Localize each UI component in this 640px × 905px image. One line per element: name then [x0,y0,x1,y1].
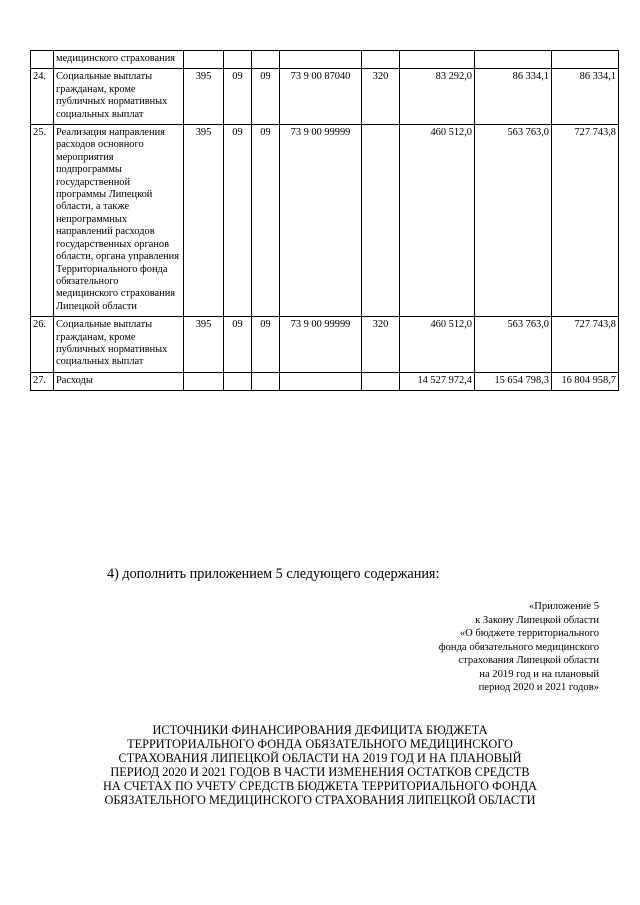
title-line: СТРАХОВАНИЯ ЛИПЕЦКОЙ ОБЛАСТИ НА 2019 ГОД И НА ПЛАНОВЫЙ [118,751,522,766]
target-article-cell [280,51,362,69]
section-code-cell: 09 [224,69,252,125]
chapter-code-cell: 395 [184,317,224,373]
chapter-code-cell [184,51,224,69]
target-article-cell: 73 9 00 87040 [280,69,362,125]
section-code-cell: 09 [224,317,252,373]
document-title [0,723,640,808]
expense-type-cell: 320 [362,69,400,125]
amount-2020-cell: 86 334,1 [475,69,552,125]
chapter-code-cell: 395 [184,69,224,125]
title-line: ТЕРРИТОРИАЛЬНОГО ФОНДА ОБЯЗАТЕЛЬНОГО МЕДИЦИНСКОГО [127,737,513,752]
expense-type-cell [362,125,400,317]
row-number-cell: 26. [31,317,54,373]
amount-2021-cell: 16 804 958,7 [552,372,619,390]
subsection-code-cell: 09 [252,317,280,373]
title-line: ОБЯЗАТЕЛЬНОГО МЕДИЦИНСКОГО СТРАХОВАНИЯ ЛИПЕЦКОЙ ОБЛАСТИ [104,793,536,808]
item-name-cell: Социальные выплаты гражданам, кроме публичных нормативных социальных выплат [54,317,184,373]
amount-2019-cell [400,51,475,69]
amount-2020-cell [475,51,552,69]
appendix-header [439,600,599,695]
amount-2019-cell: 83 292,0 [400,69,475,125]
amount-2021-cell: 727 743,8 [552,317,619,373]
chapter-code-cell [184,372,224,390]
item-name-cell: Реализация направления расходов основного мероприятия подпрограммы государственной программы Липецкой области, а также непрограммных направлений расходов государственных органов области, органа управления Территориального фонда обязательного медицинского страхования Липецкой области [54,125,184,317]
table-row [31,125,619,317]
expense-type-cell [362,372,400,390]
budget-table [30,50,619,391]
appendix-line: фонда обязательного медицинского [438,641,599,653]
appendix-line: «Приложение 5 [528,601,599,612]
target-article-cell: 73 9 00 99999 [280,317,362,373]
title-line: ИСТОЧНИКИ ФИНАНСИРОВАНИЯ ДЕФИЦИТА БЮДЖЕТА [152,723,488,737]
appendix-line: к Закону Липецкой области [475,614,599,626]
row-number-cell: 27. [31,372,54,390]
amount-2021-cell: 86 334,1 [552,69,619,125]
amount-2021-cell [552,51,619,69]
amount-2021-cell: 727 743,8 [552,125,619,317]
table-row [31,372,619,390]
table-row [31,317,619,373]
subsection-code-cell [252,51,280,69]
expense-type-cell [362,51,400,69]
subsection-code-cell: 09 [252,69,280,125]
amount-2019-cell: 460 512,0 [400,125,475,317]
item-name-cell: Расходы [54,372,184,390]
section-code-cell: 09 [224,125,252,317]
item-name-cell: Социальные выплаты гражданам, кроме публичных нормативных социальных выплат [54,69,184,125]
section-code-cell [224,51,252,69]
amount-2020-cell: 15 654 798,3 [475,372,552,390]
appendix-line: на 2019 год и на плановый [479,668,599,680]
amount-2020-cell: 563 763,0 [475,317,552,373]
amount-2019-cell: 14 527 972,4 [400,372,475,390]
table-row [31,69,619,125]
amount-2020-cell: 563 763,0 [475,125,552,317]
amendment-instruction: 4) дополнить приложением 5 следующего содержания: [107,566,440,582]
section-code-cell [224,372,252,390]
amount-2019-cell: 460 512,0 [400,317,475,373]
row-number-cell: 25. [31,125,54,317]
subsection-code-cell [252,372,280,390]
table-row [31,51,619,69]
appendix-line: период 2020 и 2021 годов» [478,682,599,693]
target-article-cell: 73 9 00 99999 [280,125,362,317]
item-name-cell: медицинского страхования [54,51,184,69]
expense-type-cell: 320 [362,317,400,373]
row-number-cell: 24. [31,69,54,125]
title-line: НА СЧЕТАХ ПО УЧЕТУ СРЕДСТВ БЮДЖЕТА ТЕРРИТОРИАЛЬНОГО ФОНДА [102,779,537,794]
appendix-line: страхования Липецкой области [458,655,599,666]
chapter-code-cell: 395 [184,125,224,317]
row-number-cell [31,51,54,69]
title-line: ПЕРИОД 2020 И 2021 ГОДОВ В ЧАСТИ ИЗМЕНЕНИЯ ОСТАТКОВ СРЕДСТВ [110,765,530,780]
target-article-cell [280,372,362,390]
appendix-line: «О бюджете территориального [459,628,599,639]
subsection-code-cell: 09 [252,125,280,317]
